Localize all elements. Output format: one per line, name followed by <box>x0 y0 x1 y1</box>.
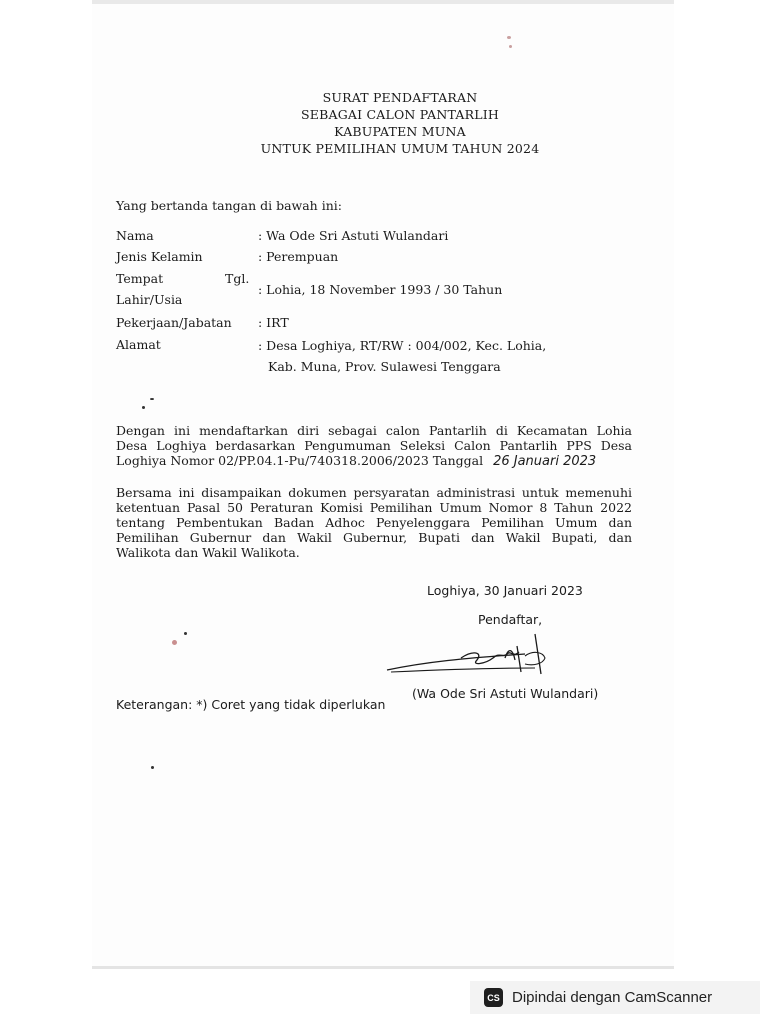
scan-edge-bottom <box>92 966 674 969</box>
field-value-ttl: : Lohia, 18 November 1993 / 30 Tahun <box>258 282 503 297</box>
field-label-nama: Nama <box>116 228 154 243</box>
field-label-tempat: Tempat <box>116 271 164 286</box>
field-value-alamat-line-1: : Desa Loghiya, RT/RW : 004/002, Kec. Lohia, <box>258 338 547 353</box>
field-value-jenis-kelamin: : Perempuan <box>258 249 339 264</box>
document-title-line-3: KABUPATEN MUNA <box>334 124 466 139</box>
field-value-alamat-line-2: Kab. Muna, Prov. Sulawesi Tenggara <box>268 359 501 374</box>
handwritten-signature <box>385 628 555 688</box>
registration-paragraph-line-2: Desa Loghiya berdasarkan Pengumuman Seleksi Calon Pantarlih PPS Desa <box>116 438 632 453</box>
documents-paragraph-line-1: Bersama ini disampaikan dokumen persyaratan administrasi untuk memenuhi <box>116 485 632 500</box>
scan-speck <box>184 632 187 635</box>
scan-speck <box>150 398 154 400</box>
camscanner-logo-icon: CS <box>484 988 503 1007</box>
registration-paragraph-line-3 <box>116 453 596 469</box>
document-title-line-2: SEBAGAI CALON PANTARLIH <box>301 107 499 122</box>
registrant-name: (Wa Ode Sri Astuti Wulandari) <box>412 686 599 701</box>
handwritten-date: 26 Januari 2023 <box>493 454 597 469</box>
field-label-alamat: Alamat <box>116 337 161 352</box>
documents-paragraph-line-2: ketentuan Pasal 50 Peraturan Komisi Pemilihan Umum Nomor 8 Tahun 2022 <box>116 500 632 515</box>
field-label-jenis-kelamin: Jenis Kelamin <box>116 249 203 264</box>
field-label-tgl: Tgl. <box>225 271 250 286</box>
registration-paragraph-line-1: Dengan ini mendaftarkan diri sebagai calon Pantarlih di Kecamatan Lohia <box>116 423 632 438</box>
documents-paragraph <box>116 485 632 560</box>
field-value-pekerjaan: : IRT <box>258 315 289 330</box>
document-title-line-4: UNTUK PEMILIHAN UMUM TAHUN 2024 <box>260 141 540 156</box>
scan-speck <box>142 406 145 409</box>
document-title-line-1: SURAT PENDAFTARAN <box>322 90 478 105</box>
documents-paragraph-line-4: Pemilihan Gubernur dan Wakil Gubernur, Bupati dan Wakil Bupati, dan <box>116 530 632 545</box>
field-label-pekerjaan: Pekerjaan/Jabatan <box>116 315 232 330</box>
documents-paragraph-line-3: tentang Pembentukan Badan Adhoc Penyelenggara Pemilihan Umum dan <box>116 515 632 530</box>
registrant-role: Pendaftar, <box>478 612 543 627</box>
scan-speck <box>509 45 512 48</box>
scan-speck <box>151 766 154 769</box>
place-and-date: Loghiya, 30 Januari 2023 <box>427 583 583 598</box>
field-label-lahir-usia: Lahir/Usia <box>116 292 183 307</box>
field-value-nama: : Wa Ode Sri Astuti Wulandari <box>258 228 449 243</box>
registration-reference-text: Loghiya Nomor 02/PP.04.1-Pu/740318.2006/2023 Tanggal <box>116 453 484 468</box>
footnote: Keterangan: *) Coret yang tidak diperlukan <box>116 697 386 712</box>
camscanner-label: Dipindai dengan CamScanner <box>512 989 713 1006</box>
scan-speck <box>172 640 177 645</box>
scan-speck <box>507 36 511 39</box>
registration-paragraph <box>116 423 632 453</box>
scan-edge-top <box>92 0 674 4</box>
intro-text: Yang bertanda tangan di bawah ini: <box>116 198 342 213</box>
camscanner-watermark <box>470 981 760 1014</box>
documents-paragraph-line-5: Walikota dan Wakil Walikota. <box>116 545 300 560</box>
